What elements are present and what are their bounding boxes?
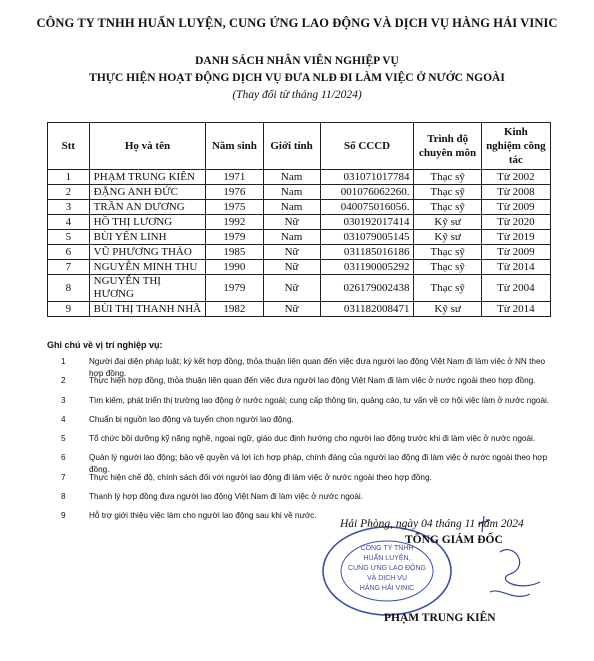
document-title: DANH SÁCH NHÂN VIÊN NGHIỆP VỤ [195, 55, 399, 67]
cell-stt: 4 [48, 215, 90, 230]
cell-experience: Từ 2014 [481, 260, 550, 275]
cell-id-number: 040075016056. [320, 200, 414, 215]
seal-text-line: CÔNG TY TNHH [360, 545, 414, 552]
cell-qualification: Kỹ sư [414, 230, 481, 245]
cell-qualification: Thạc sỹ [414, 200, 481, 215]
staff-table [47, 122, 551, 317]
cell-stt: 7 [48, 260, 90, 275]
cell-id-number: 026179002438 [320, 275, 414, 302]
cell-qualification: Thạc sỹ [414, 275, 481, 302]
header-name: Họ và tên [89, 123, 206, 170]
cell-stt: 5 [48, 230, 90, 245]
cell-experience: Từ 2004 [481, 275, 550, 302]
cell-birth-year: 1975 [206, 200, 263, 215]
note-number: 7 [61, 472, 66, 482]
cell-experience: Từ 2008 [481, 185, 550, 200]
table-row [48, 170, 551, 185]
cell-experience: Từ 2009 [481, 200, 550, 215]
document-title-line2: THỰC HIỆN HOẠT ĐỘNG DỊCH VỤ ĐƯA NLĐ ĐI LÀM VIỆC Ở NƯỚC NGOÀI [89, 72, 505, 84]
note-text: Hỗ trợ giới thiệu việc làm cho người lao động sau khi về nước. [89, 511, 317, 521]
note-text: Tổ chức bồi dưỡng kỹ năng nghề, ngoại ngữ, giáo dục định hướng cho người lao động trước khi đi làm việc ở nước ngoài. [89, 434, 536, 444]
table-row [48, 185, 551, 200]
cell-birth-year: 1985 [206, 245, 263, 260]
cell-gender: Nữ [263, 302, 320, 317]
seal-text-line: VÀ DỊCH VỤ [366, 575, 408, 582]
cell-stt: 9 [48, 302, 90, 317]
cell-birth-year: 1992 [206, 215, 263, 230]
cell-name: HỒ THỊ LƯƠNG [89, 215, 206, 230]
cell-experience: Từ 2002 [481, 170, 550, 185]
cell-gender: Nữ [263, 215, 320, 230]
cell-birth-year: 1971 [206, 170, 263, 185]
note-text: Quản lý người lao động; bảo vệ quyền và lợi ích hợp pháp, chính đáng của người lao động đi làm việc ở nước ngoài theo hợp đồng. [89, 453, 548, 475]
table-row [48, 200, 551, 215]
cell-qualification: Thạc sỹ [414, 170, 481, 185]
cell-experience: Từ 2014 [481, 302, 550, 317]
cell-name: BÙI THỊ THANH NHÃ [89, 302, 206, 317]
note-number: 3 [61, 395, 66, 405]
cell-id-number: 031185016186 [320, 245, 414, 260]
cell-experience: Từ 2020 [481, 215, 550, 230]
table-row [48, 215, 551, 230]
cell-name: ĐẶNG ANH ĐỨC [89, 185, 206, 200]
note-number: 6 [61, 453, 66, 463]
cell-gender: Nữ [263, 245, 320, 260]
cell-name: NGUYỄN THỊ HƯƠNG [89, 275, 206, 302]
cell-stt: 3 [48, 200, 90, 215]
table-row [48, 260, 551, 275]
note-item [47, 395, 557, 414]
cell-gender: Nam [263, 200, 320, 215]
note-item [47, 491, 557, 510]
note-number: 4 [61, 414, 66, 424]
cell-qualification: Kỹ sư [414, 215, 481, 230]
note-item [47, 414, 557, 433]
seal-text-line: HUẤN LUYỆN, [363, 555, 411, 562]
header-stt: Stt [48, 123, 90, 170]
cell-birth-year: 1990 [206, 260, 263, 275]
cell-id-number: 031071017784 [320, 170, 414, 185]
cell-gender: Nam [263, 185, 320, 200]
cell-name: PHẠM TRUNG KIÊN [89, 170, 206, 185]
notes-list [47, 356, 557, 530]
note-number: 9 [61, 511, 66, 521]
cell-stt: 6 [48, 245, 90, 260]
note-text: Người đại diện pháp luật; ký kết hợp đồng, thỏa thuận liên quan đến việc đưa người lao động Việt Nam đi làm việc ở NN theo hợp đồng. [89, 357, 546, 378]
note-text: Chuẩn bị nguồn lao động và tuyển chọn người lao động. [89, 414, 294, 424]
cell-id-number: 031079005145 [320, 230, 414, 245]
header-gender: Giới tính [263, 123, 320, 170]
cell-experience: Từ 2009 [481, 245, 550, 260]
cell-gender: Nam [263, 170, 320, 185]
cell-id-number: 001076062260. [320, 185, 414, 200]
table-row [48, 230, 551, 245]
table-header-row [48, 123, 551, 170]
company-name: CÔNG TY TNHH HUẤN LUYỆN, CUNG ỨNG LAO ĐỘNG VÀ DỊCH VỤ HÀNG HẢI VINIC [36, 16, 558, 30]
note-text: Tìm kiếm, phát triển thị trường lao động ở nước ngoài; cung cấp thông tin, quảng cáo, tư vấn về cơ hội việc làm ở nước ngoài. [89, 395, 550, 405]
table-row [48, 245, 551, 260]
seal-text-line: CUNG ỨNG LAO ĐỘNG [348, 565, 426, 572]
cell-stt: 2 [48, 185, 90, 200]
cell-gender: Nữ [263, 260, 320, 275]
note-item [47, 356, 557, 378]
cell-name: TRẦN AN DƯƠNG [89, 200, 206, 215]
note-text: Thực hiện chế độ, chính sách đối với người lao động đi làm việc ở nước ngoài theo hợp đồng. [89, 472, 432, 482]
place-date: Hải Phòng, ngày 04 tháng 11 năm 2024 [340, 518, 524, 530]
cell-qualification: Thạc sỹ [414, 260, 481, 275]
note-number: 2 [61, 376, 66, 386]
cell-qualification: Thạc sỹ [414, 245, 481, 260]
seal-text-line: HÀNG HẢI VINIC [359, 585, 415, 592]
table-row [48, 275, 551, 302]
cell-id-number: 030192017414 [320, 215, 414, 230]
cell-stt: 8 [48, 275, 90, 302]
note-number: 5 [61, 434, 66, 444]
cell-name: VŨ PHƯƠNG THẢO [89, 245, 206, 260]
cell-name: NGUYỄN MINH THU [89, 260, 206, 275]
signatory-position: TỔNG GIÁM ĐỐC [405, 534, 503, 546]
table-row [48, 302, 551, 317]
cell-gender: Nam [263, 230, 320, 245]
header-birth-year: Năm sinh [206, 123, 263, 170]
cell-qualification: Thạc sỹ [414, 185, 481, 200]
note-item [47, 472, 557, 491]
note-number: 1 [61, 357, 66, 366]
note-item [47, 433, 557, 452]
note-text: Thực hiện hợp đồng, thỏa thuận liên quan đến việc đưa người lao động Việt Nam đi làm việc ở nước ngoài theo hợp đồng. [89, 376, 536, 386]
cell-name: BÙI YẾN LINH [89, 230, 206, 245]
cell-stt: 1 [48, 170, 90, 185]
cell-birth-year: 1982 [206, 302, 263, 317]
note-number: 8 [61, 492, 66, 502]
cell-birth-year: 1979 [206, 275, 263, 302]
header-id-number: Số CCCD [320, 123, 414, 170]
header-qualification: Trình độ chuyên môn [414, 123, 481, 170]
note-text: Thanh lý hợp đồng đưa người lao động Việt Nam đi làm việc ở nước ngoài. [89, 492, 363, 502]
cell-qualification: Kỹ sư [414, 302, 481, 317]
header-experience: Kinh nghiệm công tác [481, 123, 550, 170]
notes-title: Ghi chú về vị trí nghiệp vụ: [47, 340, 163, 350]
cell-id-number: 031182008471 [320, 302, 414, 317]
document-subtitle: (Thay đổi từ tháng 11/2024) [232, 89, 362, 101]
cell-birth-year: 1979 [206, 230, 263, 245]
cell-gender: Nữ [263, 275, 320, 302]
cell-birth-year: 1976 [206, 185, 263, 200]
cell-id-number: 031190005292 [320, 260, 414, 275]
note-item [47, 375, 557, 394]
note-item [47, 452, 557, 475]
signatory-name: PHẠM TRUNG KIÊN [384, 612, 496, 624]
cell-experience: Từ 2019 [481, 230, 550, 245]
